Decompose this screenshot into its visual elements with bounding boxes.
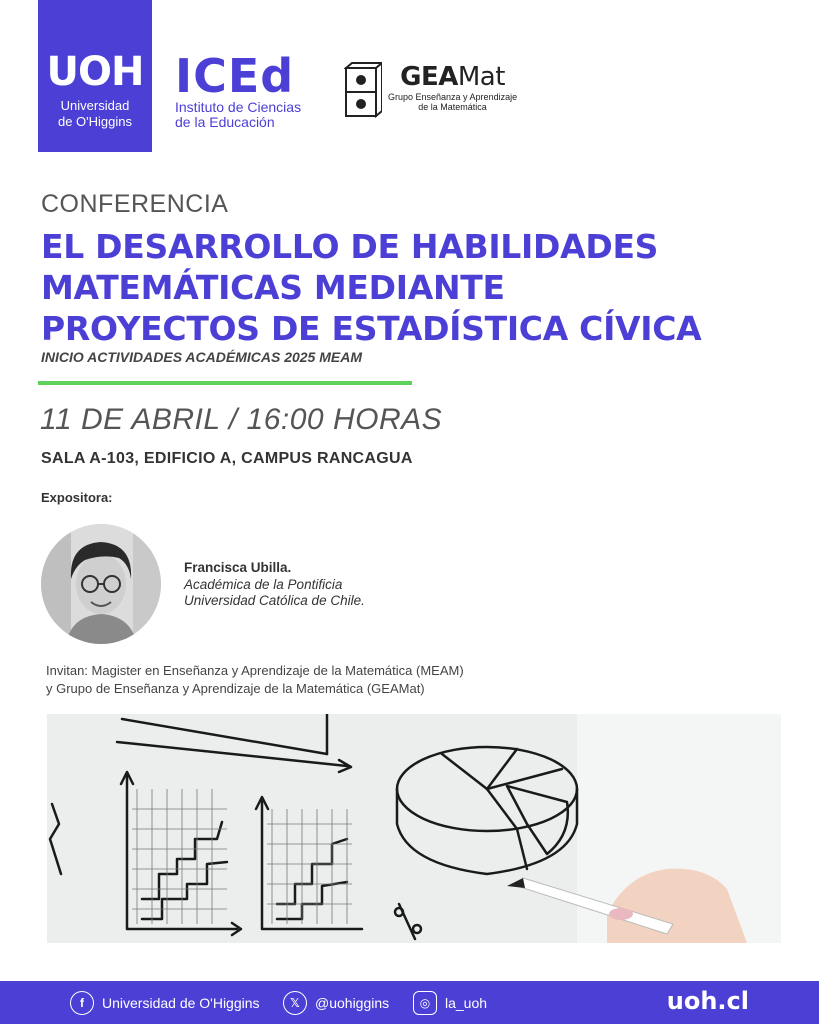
title-line-3: PROYECTOS DE ESTADÍSTICA CÍVICA (41, 309, 702, 348)
instagram-link[interactable] (413, 991, 487, 1015)
x-label: @uohiggins (315, 995, 390, 1011)
blocks-icon (344, 62, 382, 120)
iced-mark: ICEd (175, 49, 295, 103)
charts-illustration (47, 714, 781, 943)
speaker-avatar (41, 524, 161, 644)
x-icon: 𝕏 (283, 991, 307, 1015)
facebook-icon: f (70, 991, 94, 1015)
uoh-logo (38, 0, 152, 152)
iced-sub-line1: Instituto de Ciencias (175, 99, 302, 115)
event-subtitle: INICIO ACTIVIDADES ACADÉMICAS 2025 MEAM (41, 349, 363, 365)
speaker-info (184, 560, 365, 609)
x-link[interactable] (283, 991, 389, 1015)
invite-line1: Invitan: Magister en Enseñanza y Aprendizaje de la Matemática (MEAM) (46, 663, 464, 678)
uoh-mark: UOH (46, 49, 144, 95)
iced-logo (175, 49, 302, 130)
event-date: 11 DE ABRIL / 16:00 HORAS (40, 403, 443, 436)
event-title (41, 226, 801, 349)
geamat-logo (344, 62, 517, 120)
website-link[interactable]: uoh.cl (666, 987, 749, 1015)
title-line-2: MATEMÁTICAS MEDIANTE (41, 268, 505, 307)
facebook-link[interactable] (70, 991, 260, 1015)
speaker-affiliation-line2: Universidad Católica de Chile. (184, 593, 365, 608)
invite-line2: y Grupo de Enseñanza y Aprendizaje de la Matemática (GEAMat) (46, 681, 425, 696)
divider (38, 381, 412, 385)
title-line-1: EL DESARROLLO DE HABILIDADES (41, 227, 659, 266)
uoh-name-line1: Universidad (60, 98, 130, 113)
instagram-label: la_uoh (445, 995, 488, 1011)
invite-text (46, 662, 464, 698)
geamat-mark: GEAMat (400, 62, 505, 92)
uoh-name-line2: de O'Higgins (57, 114, 133, 129)
footer (0, 981, 819, 1024)
event-type: CONFERENCIA (41, 190, 229, 218)
speaker-label: Expositora: (41, 490, 113, 505)
geamat-sub-line2: de la Matemática (418, 102, 487, 112)
iced-sub-line2: de la Educación (175, 114, 275, 130)
instagram-icon: ◎ (413, 991, 437, 1015)
speaker-name: Francisca Ubilla. (184, 560, 292, 575)
geamat-sub-line1: Grupo Enseñanza y Aprendizaje (388, 92, 518, 102)
facebook-label: Universidad de O'Higgins (102, 995, 260, 1011)
speaker-affiliation-line1: Académica de la Pontificia (184, 577, 343, 592)
event-venue: SALA A-103, EDIFICIO A, CAMPUS RANCAGUA (41, 450, 413, 467)
